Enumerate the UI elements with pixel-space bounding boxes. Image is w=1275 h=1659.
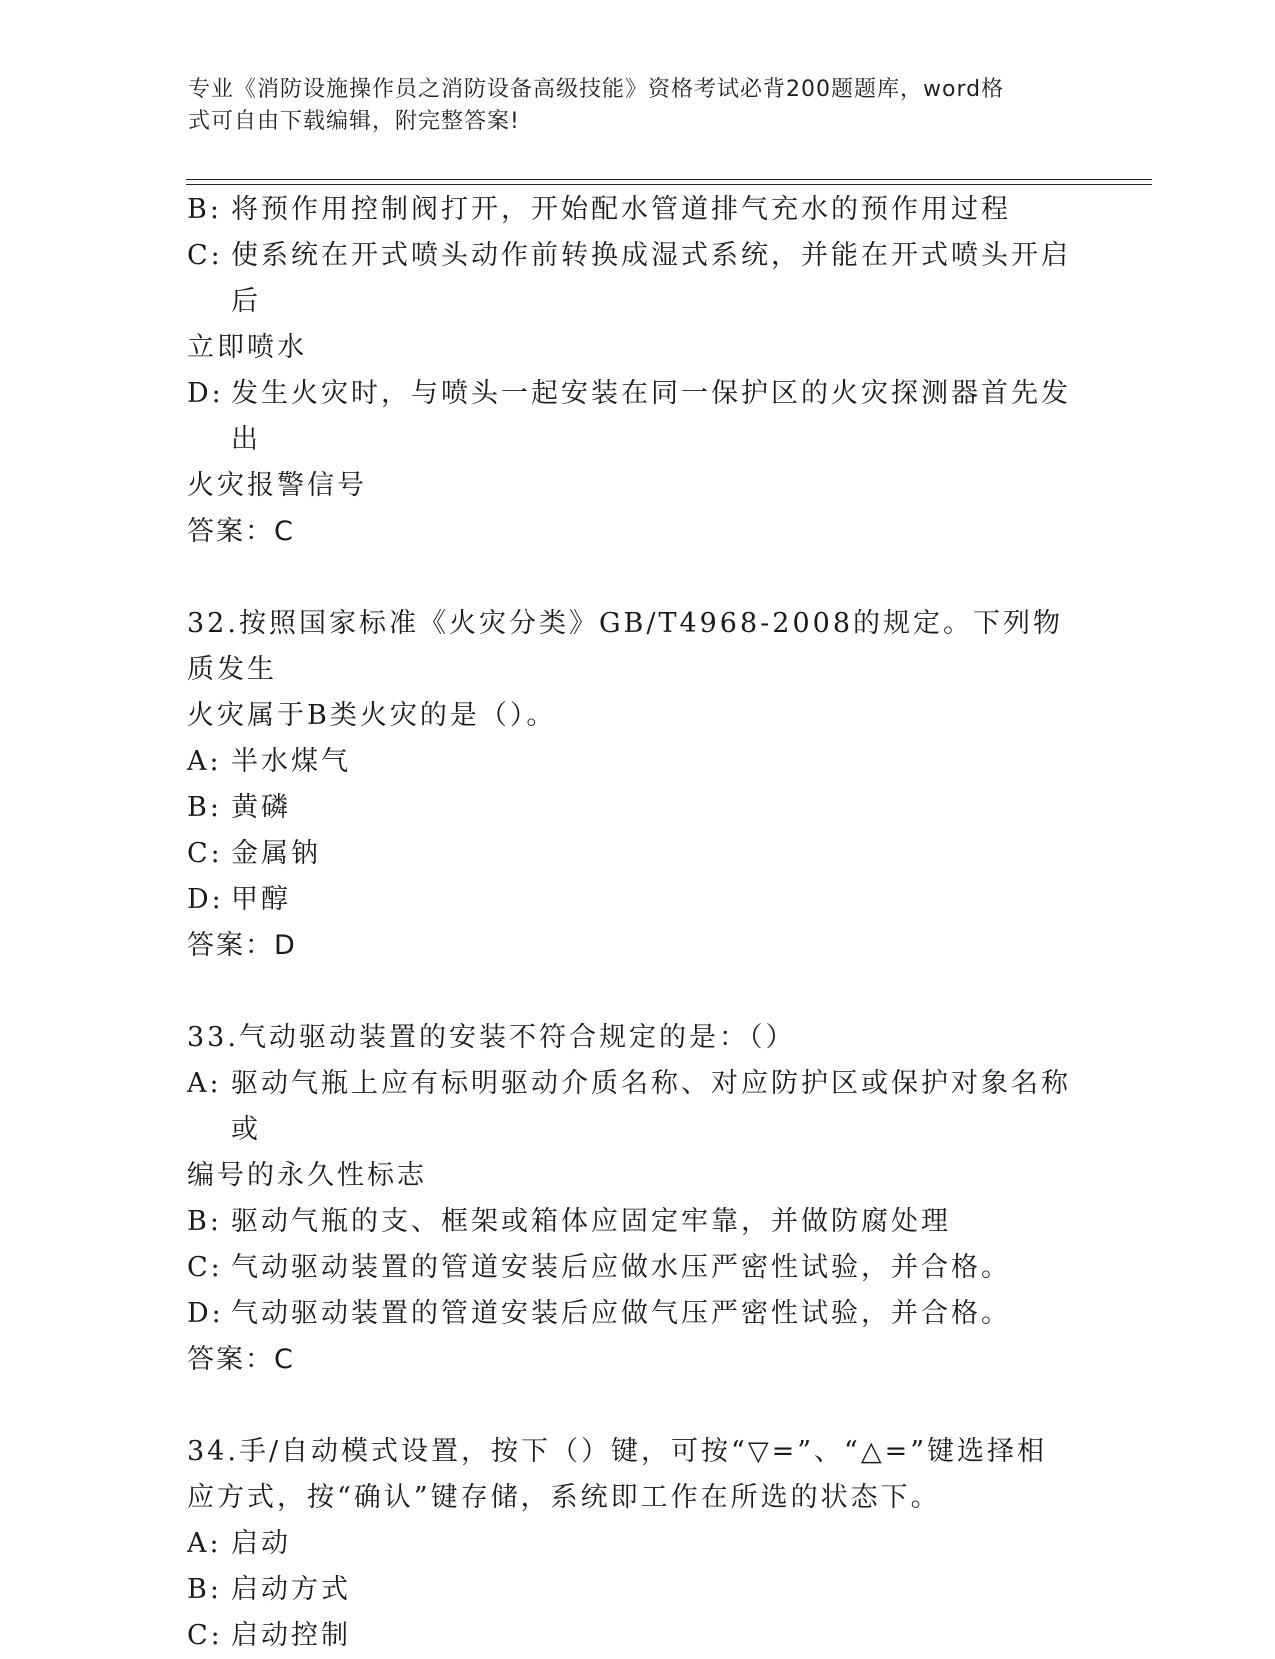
- header-divider-top: [186, 179, 1152, 180]
- option-text: 驱动气瓶的支、框架或箱体应固定牢靠，并做防腐处理: [231, 1206, 951, 1237]
- option-text: 半水煤气: [231, 746, 351, 777]
- option-text: 黄磷: [231, 792, 291, 823]
- answer: 答案：C: [187, 516, 295, 547]
- option-text: 启动: [231, 1528, 291, 1559]
- spacer: [187, 969, 1077, 1015]
- option-text: 启动控制: [231, 1620, 351, 1651]
- option-key: C:: [187, 838, 223, 869]
- option-c: [187, 1613, 1077, 1659]
- option-text: 甲醇: [231, 884, 291, 915]
- option-key: A:: [187, 1528, 222, 1559]
- option-key: D:: [187, 884, 224, 915]
- spacer: [187, 1383, 1077, 1429]
- header-divider-bottom: [186, 184, 1152, 185]
- option-d: [187, 1291, 1077, 1337]
- option-key: A:: [187, 1068, 222, 1099]
- question-stem-continuation: 火灾属于B类火灾的是（）。: [187, 700, 557, 731]
- question-31-continued: [187, 187, 1077, 555]
- option-b: [187, 187, 1077, 233]
- option-key: B:: [187, 194, 222, 225]
- question-34: [187, 1429, 1077, 1659]
- option-c: [187, 1245, 1077, 1291]
- option-key: D:: [187, 1298, 224, 1329]
- header-line-2: 式可自由下载编辑，附完整答案!: [188, 109, 520, 134]
- question-stem: 32.按照国家标准《火灾分类》GB/T4968-2008的规定。下列物质发生: [187, 608, 1064, 685]
- option-key: C:: [187, 240, 223, 271]
- option-key: A:: [187, 746, 222, 777]
- option-text: 气动驱动装置的管道安装后应做水压严密性试验，并合格。: [231, 1252, 1011, 1283]
- option-key: B:: [187, 792, 222, 823]
- option-d: [187, 877, 1077, 923]
- header-line-1: 专业《消防设施操作员之消防设备高级技能》资格考试必背200题题库，word格: [188, 77, 1005, 102]
- option-text: 驱动气瓶上应有标明驱动介质名称、对应防护区或保护对象名称或: [231, 1068, 1071, 1145]
- option-key: B:: [187, 1574, 222, 1605]
- option-text: 将预作用控制阀打开，开始配水管道排气充水的预作用过程: [231, 194, 1011, 225]
- option-key: B:: [187, 1206, 222, 1237]
- option-a-continuation: 编号的永久性标志: [187, 1160, 427, 1191]
- option-a: [187, 739, 1077, 785]
- option-b: [187, 785, 1077, 831]
- answer: 答案：C: [187, 1344, 295, 1375]
- answer: 答案：D: [187, 930, 297, 961]
- option-text: 发生火灾时，与喷头一起安装在同一保护区的火灾探测器首先发出: [231, 378, 1071, 455]
- option-text: 使系统在开式喷头动作前转换成湿式系统，并能在开式喷头开启后: [231, 240, 1071, 317]
- option-c: [187, 831, 1077, 877]
- option-b: [187, 1567, 1077, 1613]
- question-stem: 34.手/自动模式设置，按下（）键，可按“▽=”、“△=”键选择相: [187, 1436, 1048, 1467]
- question-stem-continuation: 应方式，按“确认”键存储，系统即工作在所选的状态下。: [187, 1482, 941, 1513]
- option-text: 金属钠: [231, 838, 321, 869]
- question-32: [187, 601, 1077, 969]
- option-key: D:: [187, 378, 224, 409]
- option-a: [187, 1521, 1077, 1567]
- spacer: [187, 555, 1077, 601]
- option-c-continuation: 立即喷水: [187, 332, 307, 363]
- question-stem: 33.气动驱动装置的安装不符合规定的是：（）: [187, 1022, 796, 1053]
- option-key: C:: [187, 1620, 223, 1651]
- option-key: C:: [187, 1252, 223, 1283]
- option-d: [187, 371, 1077, 463]
- option-text: 启动方式: [231, 1574, 351, 1605]
- option-d-continuation: 火灾报警信号: [187, 470, 367, 501]
- document-header: [188, 74, 1068, 138]
- option-b: [187, 1199, 1077, 1245]
- option-text: 气动驱动装置的管道安装后应做气压严密性试验，并合格。: [231, 1298, 1011, 1329]
- option-c: [187, 233, 1077, 325]
- question-list: [187, 187, 1077, 1659]
- question-33: [187, 1015, 1077, 1383]
- option-a: [187, 1061, 1077, 1153]
